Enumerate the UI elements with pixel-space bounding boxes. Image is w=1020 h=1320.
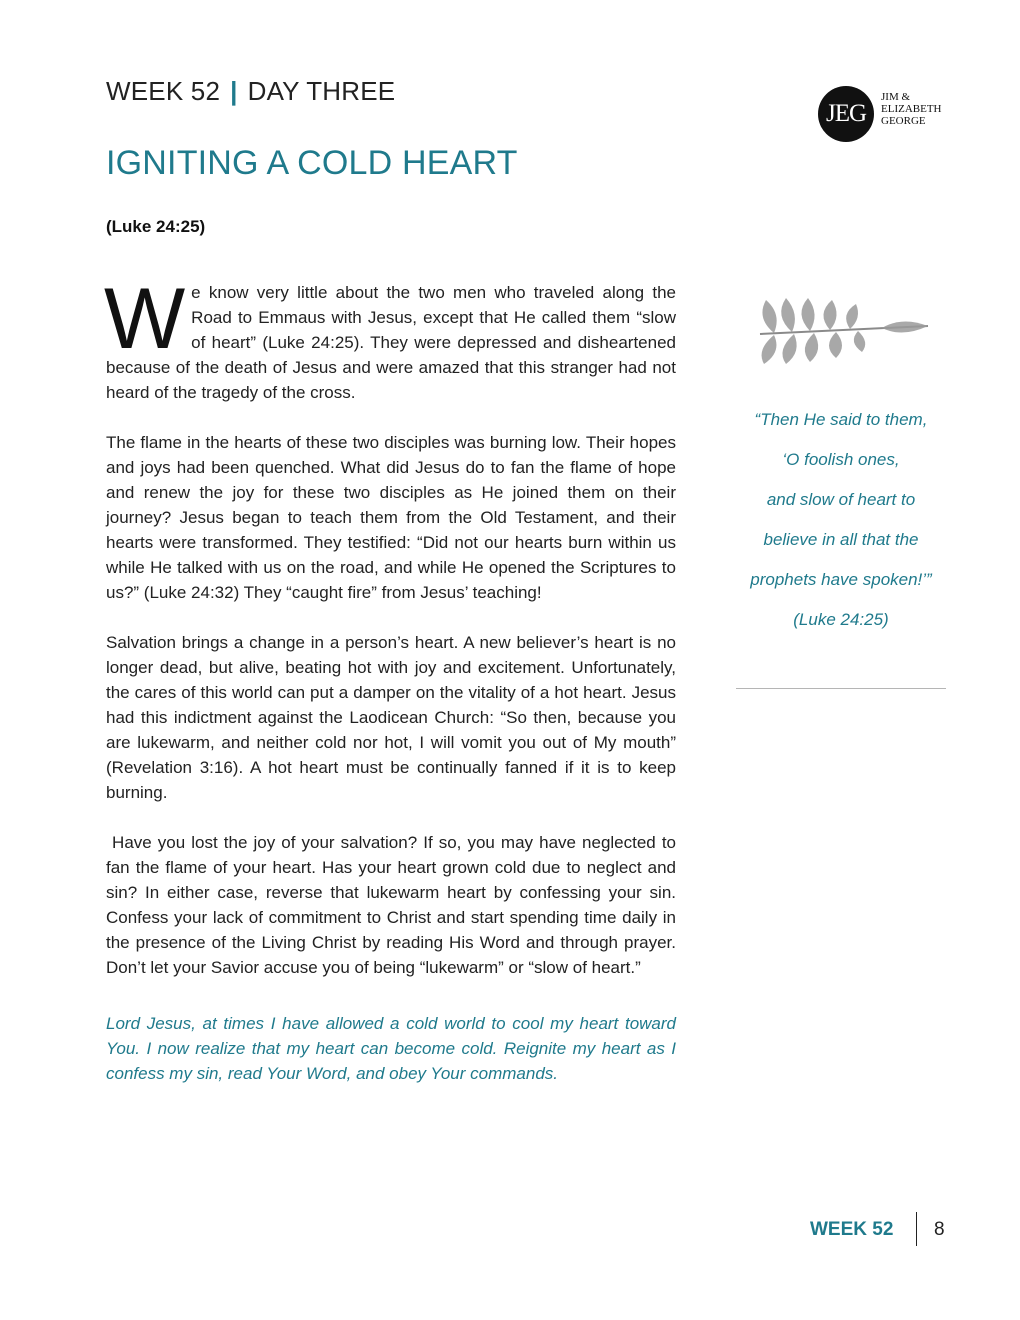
- scripture-reference: (Luke 24:25): [106, 217, 206, 236]
- closing-prayer: Lord Jesus, at times I have allowed a cold world to cool my heart toward You. I now realize that my heart can become cold. Reignite my heart as I confess my sin, read Your Word, and obey Your commands.: [106, 1014, 676, 1083]
- body-paragraph-1: [104, 271, 676, 405]
- footer-week-label: WEEK 52: [810, 1219, 894, 1240]
- quote-line: “Then He said to them,: [754, 410, 928, 429]
- logo-wordmark: [881, 91, 941, 127]
- header-separator: |: [230, 76, 238, 106]
- body-paragraph-2: The flame in the hearts of these two disciples was burning low. Their hopes and joys had been quenched. What did Jesus do to fan the flame of hope and renew the joy for these two disciples as He joined them on their journey? Jesus began to teach them from the Old Testament, and their hearts were transformed. They testified: “Did not our hearts burn within us while He talked with us on the road, and while He opened the Scriptures to us?” (Luke 24:32) They “caught fire” from Jesus’ teaching!: [106, 433, 676, 602]
- header-week-label: WEEK 52: [106, 76, 221, 106]
- logo-line-1: JIM &: [881, 91, 911, 103]
- logo-line-2: ELIZABETH: [881, 103, 942, 115]
- page-footer: [810, 1212, 950, 1246]
- footer-divider: [916, 1212, 917, 1246]
- quote-line: believe in all that the: [763, 530, 919, 549]
- body-paragraph-4: Have you lost the joy of your salvation? If so, you may have neglected to fan the flame of your heart. Has your heart grown cold due to neglect and sin? In either case, reverse that lukewarm heart by confessing your sin. Confess your lack of commitment to Christ and start spending time daily in the presence of the Living Christ by reading His Word and through prayer. Don’t let your Savior accuse you of being “lukewarm” or “slow of heart.”: [106, 833, 676, 977]
- logo-monogram: JEG: [818, 86, 874, 142]
- body-paragraph-3: Salvation brings a change in a person’s heart. A new believer’s heart is no longer dead, but alive, beating hot with joy and excitement. Unfortunately, the cares of this world can put a damper on the vitality of a hot heart. Jesus had this indictment against the Laodicean Church: “So then, because you are lukewarm, and neither cold nor hot, I will vomit you out of My mouth” (Revelation 3:16). A hot heart must be continually fanned if it is to keep burning.: [106, 633, 676, 802]
- logo-line-3: GEORGE: [881, 115, 926, 127]
- quote-line: prophets have spoken!’”: [750, 570, 932, 589]
- header-day-label: DAY THREE: [247, 76, 396, 106]
- sidebar-divider: [736, 688, 946, 689]
- page-header: [106, 76, 395, 107]
- quote-line: ‘O foolish ones,: [782, 450, 900, 469]
- sidebar-scripture-quote: [736, 400, 946, 640]
- devotional-body: [104, 271, 676, 1005]
- quote-line: and slow of heart to: [766, 490, 916, 509]
- jeg-logo: [818, 86, 948, 144]
- leaf-branch-icon: [752, 296, 932, 366]
- quote-reference: (Luke 24:25): [793, 610, 889, 629]
- page-number: 8: [934, 1219, 945, 1240]
- body-paragraph-1-text: e know very little about the two men who traveled along the Road to Emmaus with Jesus, except that He called them “slow of heart” (Luke 24:25). They were depressed and disheartened because of the death of Jesus and were amazed that this stranger had not heard of the tragedy of the cross.: [106, 283, 676, 402]
- drop-cap: W: [104, 271, 186, 367]
- page-title: IGNITING A COLD HEART: [106, 144, 518, 182]
